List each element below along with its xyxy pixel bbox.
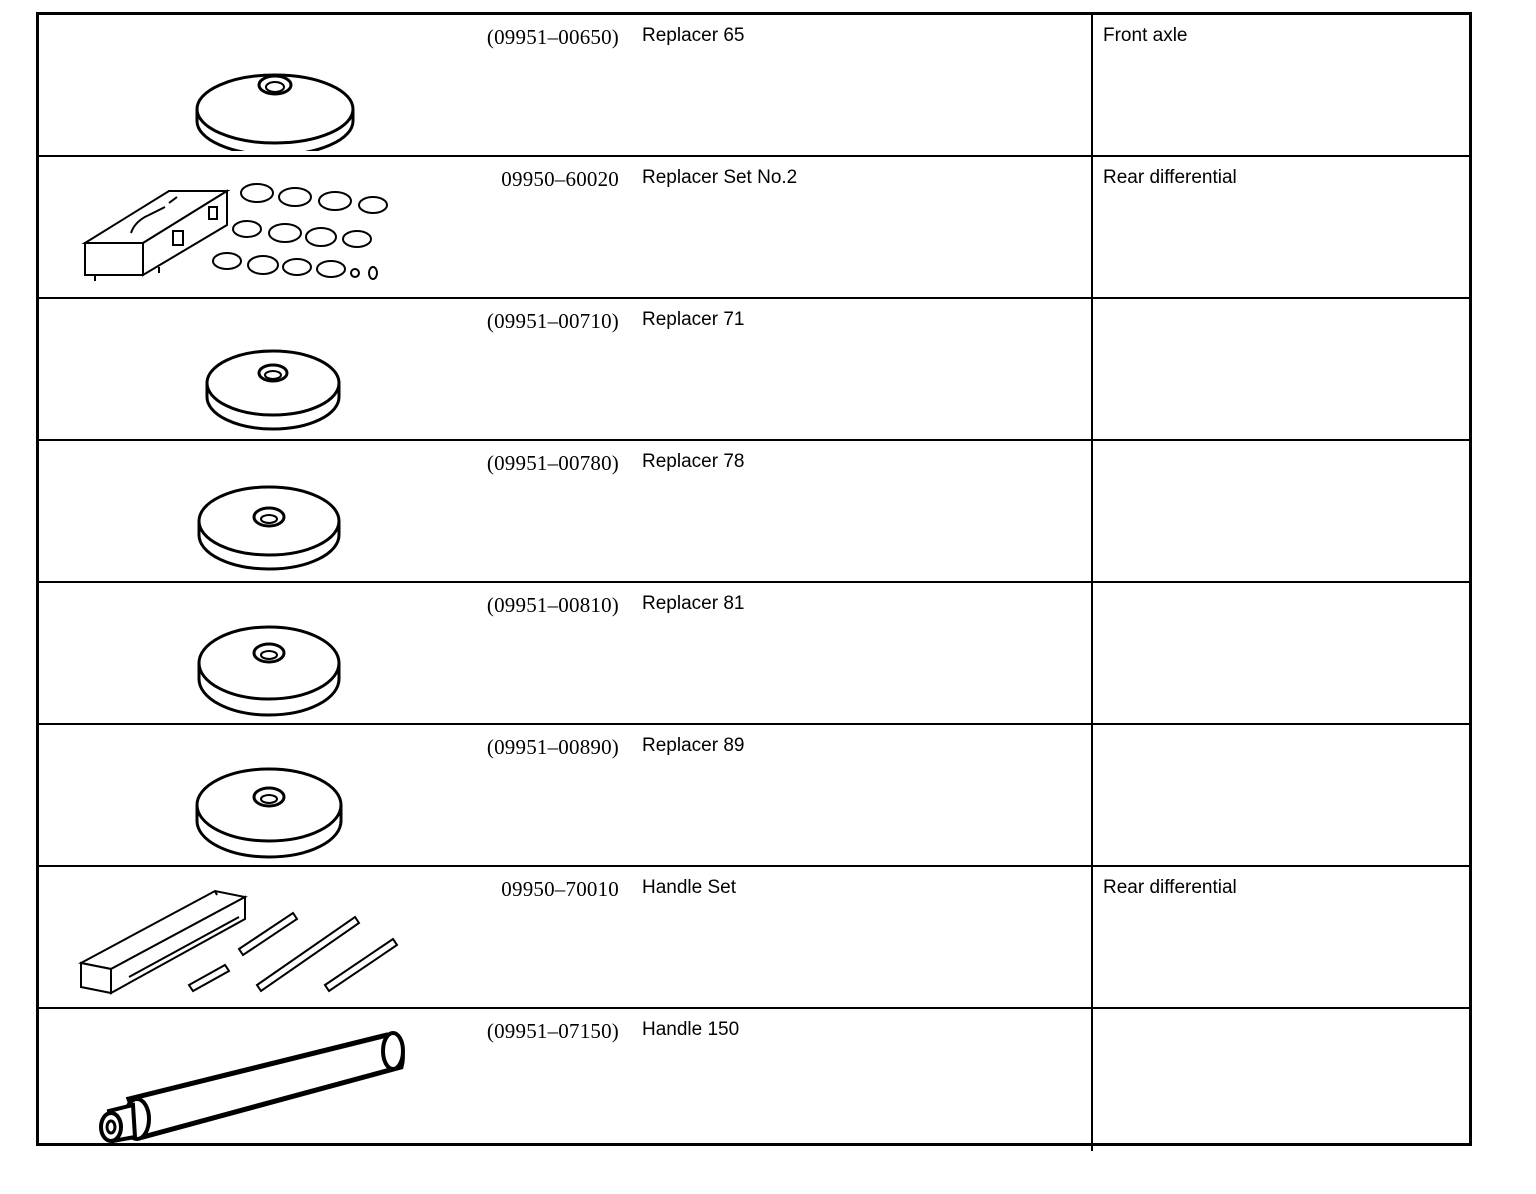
part-number: (09951–00780) [486,451,619,475]
table-row [39,15,1469,157]
table-row [39,725,1469,867]
part-number: (09951–07150) [486,1019,619,1043]
tool-name: Replacer 71 [642,309,745,330]
table-row [39,1009,1469,1151]
part-number: (09951–00890) [486,735,619,759]
tool-name: Handle Set [642,877,737,898]
disc-icon [69,21,449,151]
replacer-set-icon [69,163,449,293]
tool-name: Replacer Set No.2 [642,167,798,188]
special-tools-table [36,12,1472,1146]
part-number: 09950–60020 [501,167,619,191]
part-number: 09950–70010 [501,877,619,901]
disc-icon [69,305,449,435]
part-number: (09951–00710) [486,309,619,333]
tool-use: Rear differential [1103,877,1237,898]
tool-name: Replacer 89 [642,735,745,756]
tool-name: Handle 150 [642,1019,740,1040]
tool-use: Front axle [1103,25,1188,46]
disc-icon [69,447,449,577]
table-row [39,441,1469,583]
table-row [39,157,1469,299]
table-row [39,583,1469,725]
handle-bar-icon [69,1015,449,1145]
table-row [39,299,1469,441]
tool-use: Rear differential [1103,167,1237,188]
tool-name: Replacer 81 [642,593,745,614]
table-row [39,867,1469,1009]
handle-set-icon [69,873,449,1003]
part-number: (09951–00650) [486,25,619,49]
part-number: (09951–00810) [486,593,619,617]
tool-name: Replacer 78 [642,451,745,472]
disc-icon [69,731,449,861]
tool-name: Replacer 65 [642,25,745,46]
disc-icon [69,589,449,719]
